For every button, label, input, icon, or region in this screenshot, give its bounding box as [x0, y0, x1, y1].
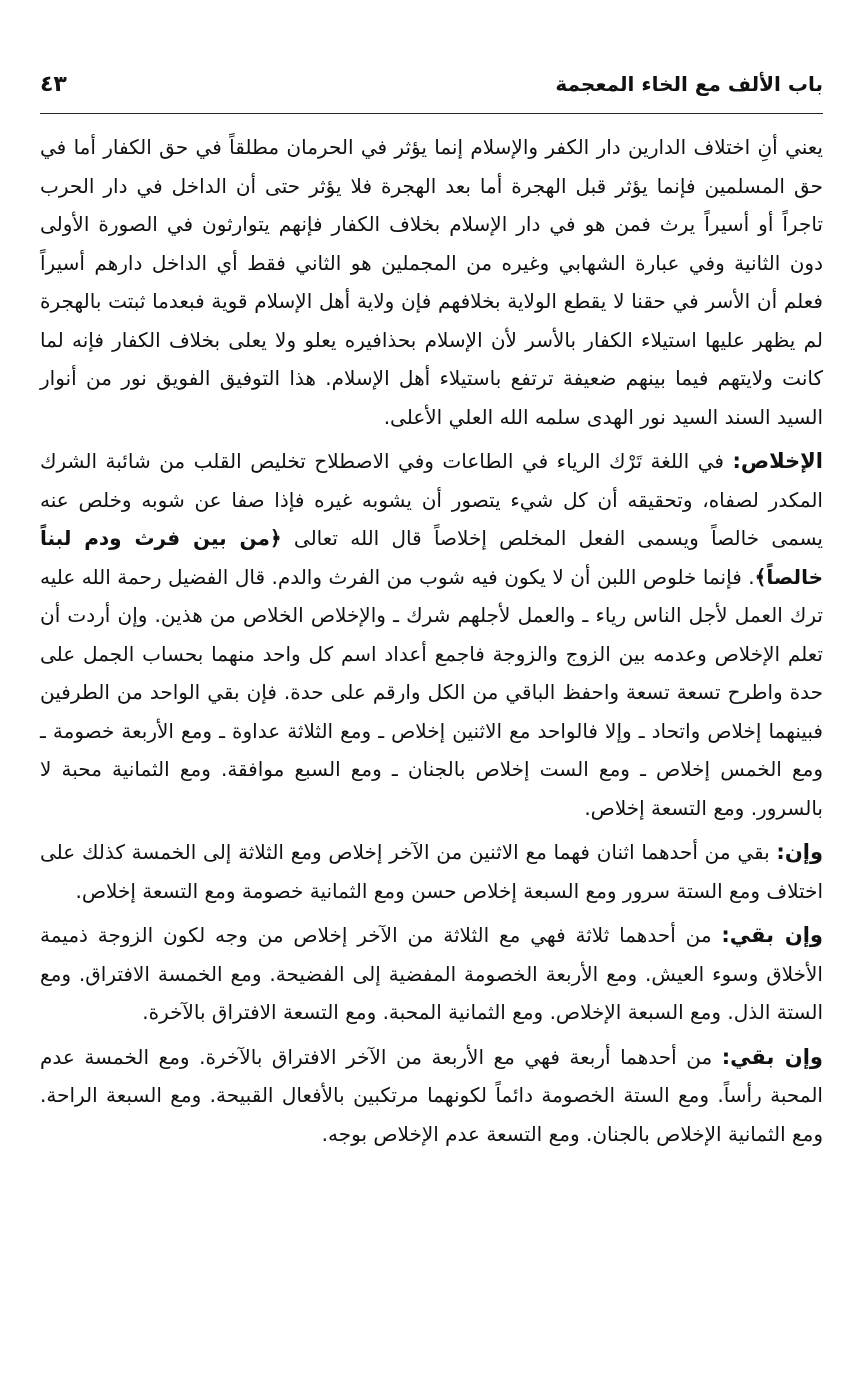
paragraph-text: بقي من أحدهما اثنان فهما مع الاثنين من الآخر إخلاص ومع الثلاثة إلى الخمسة كذلك على اختلاف ومع الستة سرور ومع السبعة إخلاص حسن ومع الثمانية خصومة ومع التسعة إخلاص. [40, 840, 823, 903]
paragraph-text: . فإنما خلوص اللبن أن لا يكون فيه شوب من الفرث والدم. قال الفضيل رحمة الله عليه ترك العمل لأجل الناس رياء ـ والعمل لأجلهم شرك ـ والإخلاص الخلاص من هذين. وإن أردت أن تعلم الإخلاص وعدمه بين الزوج والزوجة فاجمع أعداد اسم كل واحد منهما بحساب الجمل على حدة واطرح تسعة تسعة واحفظ الباقي من الكل وارقم على حدة. فإن بقي الواحد من الطرفين فبينهما إخلاص واتحاد ـ وإلا فالواحد مع الاثنين إخلاص ـ ومع الثلاثة عداوة ـ ومع الأربعة خصومة ـ ومع الخمس إخلاص ـ ومع الست إخلاص بالجنان ـ ومع السبع موافقة. ومع الثمانية محبة لا بالسرور. ومع التسعة إخلاص. [40, 564, 823, 820]
paragraph-inheritance [40, 128, 823, 436]
running-title: باب الألف مع الخاء المعجمة [555, 72, 823, 96]
paragraph-text: من أحدهما ثلاثة فهي مع الثلاثة من الآخر إخلاص من وجه لكون الزوجة ذميمة الأخلاق وسوء العيش. ومع الأربعة الخصومة المفضية إلى الفضيحة. ومع الخمسة الافتراق. ومع الستة الذل. ومع السبعة الإخلاص. ومع الثمانية المحبة. ومع التسعة الافتراق بالآخرة. [40, 923, 823, 1024]
header-rule [40, 113, 823, 114]
entry-term: وإن بقي: [721, 1044, 823, 1069]
paragraph-remainder-three [40, 916, 823, 1032]
entry-term: الإخلاص: [732, 449, 823, 473]
page-number: ٤٣ [40, 72, 67, 97]
paragraph-text: يعني أنِ اختلاف الدارين دار الكفر والإسلام إنما يؤثر في الحرمان مطلقاً في حق الكفار أما في حق المسلمين فإنما يؤثر قبل الهجرة أما بعد الهجرة فلا يؤثر حتى أن الداخل في دار الحرب تاجراً أو أسيراً يرث فمن هو في دار الإسلام بخلاف الكفار فإنهم يتوارثون في الصورة الأولى دون الثانية وفي عبارة الشهابي وغيره من المجملين هو الثاني فقط أي الداخل دارهم أسيراً فعلم أن الأسر في حقنا لا يقطع الولاية بخلافهم فإن ولاية أهل الإسلام قوية فبعدما ثبتت بالهجرة لم يظهر عليها استيلاء الكفار بالأسر لأن الإسلام بحذافيره يعلو ولا يعلى بخلاف الكفار فإنه لما كانت ولايتهم فيما بينهم ضعيفة ترتفع باستيلاء أهل الإسلام. هذا التوفيق الفويق نور من أنوار السيد السند السيد نور الهدى سلمه الله العلي الأعلى. [40, 135, 823, 429]
paragraph-ikhlas [40, 442, 823, 827]
paragraph-remainder-four [40, 1038, 823, 1154]
entry-term: وإن: [776, 840, 823, 864]
paragraph-remainder-two [40, 833, 823, 910]
paragraph-text: في اللغة تَرْك الرياء في الطاعات وفي الاصطلاح تخليص القلب من شائبة الشرك المكدر لصفاه، وتحقيقه أن كل شيء يتصور أن يشوبه غيره فإذا صفا عن شوبه وخلص عنه يسمى خالصاً ويسمى الفعل المخلص إخلاصاً قال الله تعالى [40, 449, 823, 550]
paragraph-text: من أحدهما أربعة فهي مع الأربعة من الآخر الافتراق بالآخرة. ومع الخمسة عدم المحبة رأساً. ومع الستة الخصومة دائماً لكونهما مرتكبين بالأفعال القبيحة. ومع السبعة الراحة. ومع الثمانية الإخلاص بالجنان. ومع التسعة عدم الإخلاص بوجه. [40, 1044, 823, 1146]
quran-quote: ﴿من بين فرث ودم لبناً خالصاً﴾ [40, 526, 823, 589]
entry-term: وإن بقي: [721, 923, 823, 947]
page-header [40, 70, 823, 110]
page-body [40, 128, 823, 1153]
